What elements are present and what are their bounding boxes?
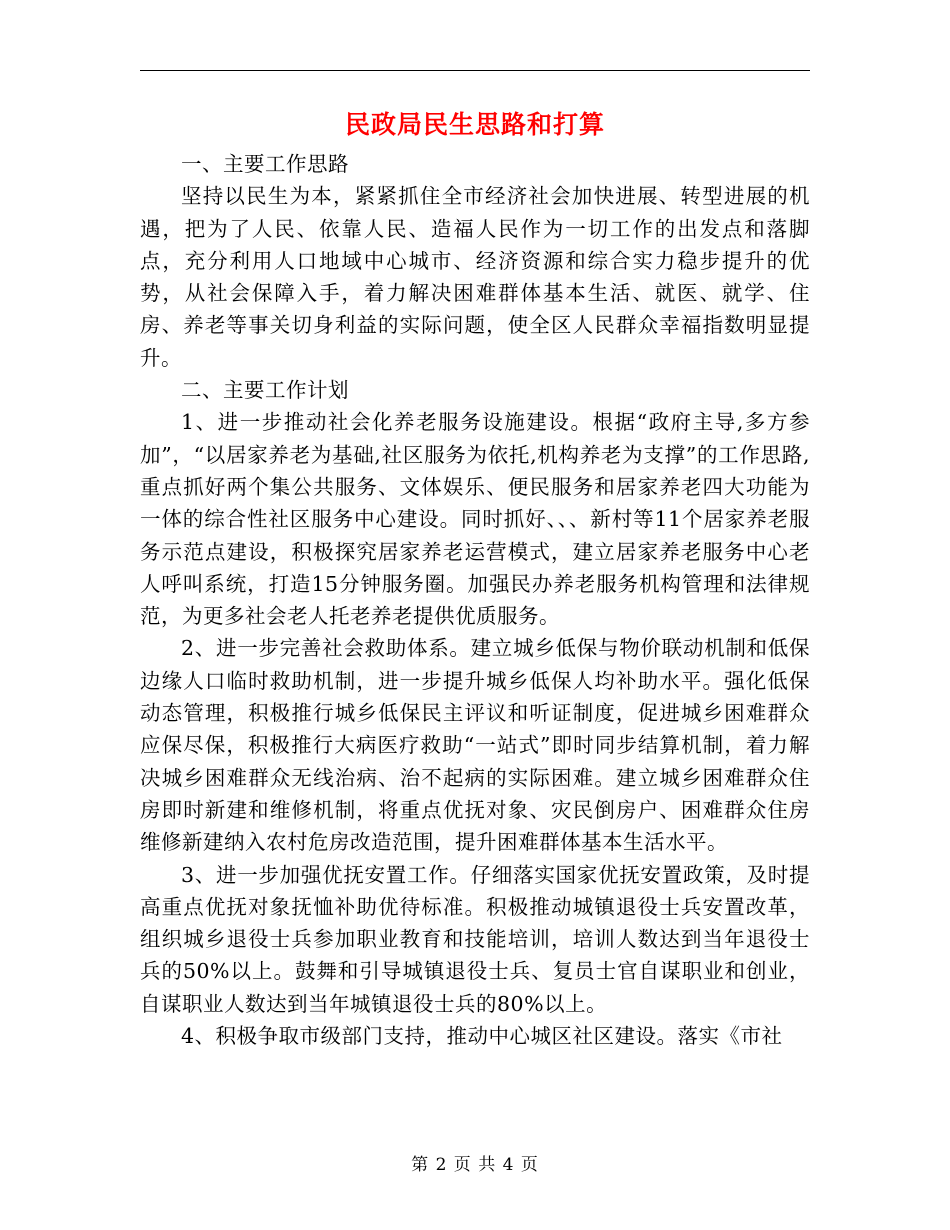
document-body [140,148,810,1052]
header-rule [140,70,810,71]
section-heading-work-plan: 二、主要工作计划 [181,378,349,403]
body-paragraph: 2、进一步完善社会救助体系。建立城乡低保与物价联动机制和低保边缘人口临时救助机制，进一步提升城乡低保人均补助水平。强化低保动态管理，积极推行城乡低保民主评议和听证制度，促进城乡困难群众应保尽保，积极推行大病医疗救助“一站式”即时同步结算机制，着力解决城乡困难群众无线治病、治不起病的实际困难。建立城乡困难群众住房即时新建和维修机制，将重点优抚对象、灾民倒房户、困难群众住房维修新建纳入农村危房改造范围，提升困难群体基本生活水平。 [140,636,810,855]
body-paragraph: 坚持以民生为本，紧紧抓住全市经济社会加快进展、转型进展的机遇，把为了人民、依靠人民、造福人民作为一切工作的出发点和落脚点，充分利用人口地域中心城市、经济资源和综合实力稳步提升的优势，从社会保障入手，着力解决困难群体基本生活、就医、就学、住房、养老等事关切身利益的实际问题，使全区人民群众幸福指数明显提升。 [140,184,810,370]
page-footer: 第 2 页 共 4 页 [411,1155,539,1175]
document-title: 民政局民生思路和打算 [344,110,605,139]
body-paragraph: 3、进一步加强优抚安置工作。仔细落实国家优抚安置政策，及时提高重点优抚对象抚恤补助优待标准。积极推动城镇退役士兵安置改革，组织城乡退役士兵参加职业教育和技能培训，培训人数达到当年退役士兵的50%以上。鼓舞和引导城镇退役士兵、复员士官自谋职业和创业，自谋职业人数达到当年城镇退役士兵的80%以上。 [140,862,810,1016]
section-heading-work-ideas: 一、主要工作思路 [181,152,349,176]
body-paragraph: 1、进一步推动社会化养老服务设施建设。根据“政府主导,多方参加”，“以居家养老为基础,社区服务为依托,机构养老为支撑”的工作思路,重点抓好两个集公共服务、文体娱乐、便民服务和居家养老四大功能为一体的综合性社区服务中心建设。同时抓好、、、新村等11个居家养老服务示范点建设，积极探究居家养老运营模式，建立居家养老服务中心老人呼叫系统，打造15分钟服务圈。加强民办养老服务机构管理和法律规范，为更多社会老人托老养老提供优质服务。 [140,410,810,629]
body-paragraph: 4、积极争取市级部门支持，推动中心城区社区建设。落实《市社 [181,1024,783,1049]
